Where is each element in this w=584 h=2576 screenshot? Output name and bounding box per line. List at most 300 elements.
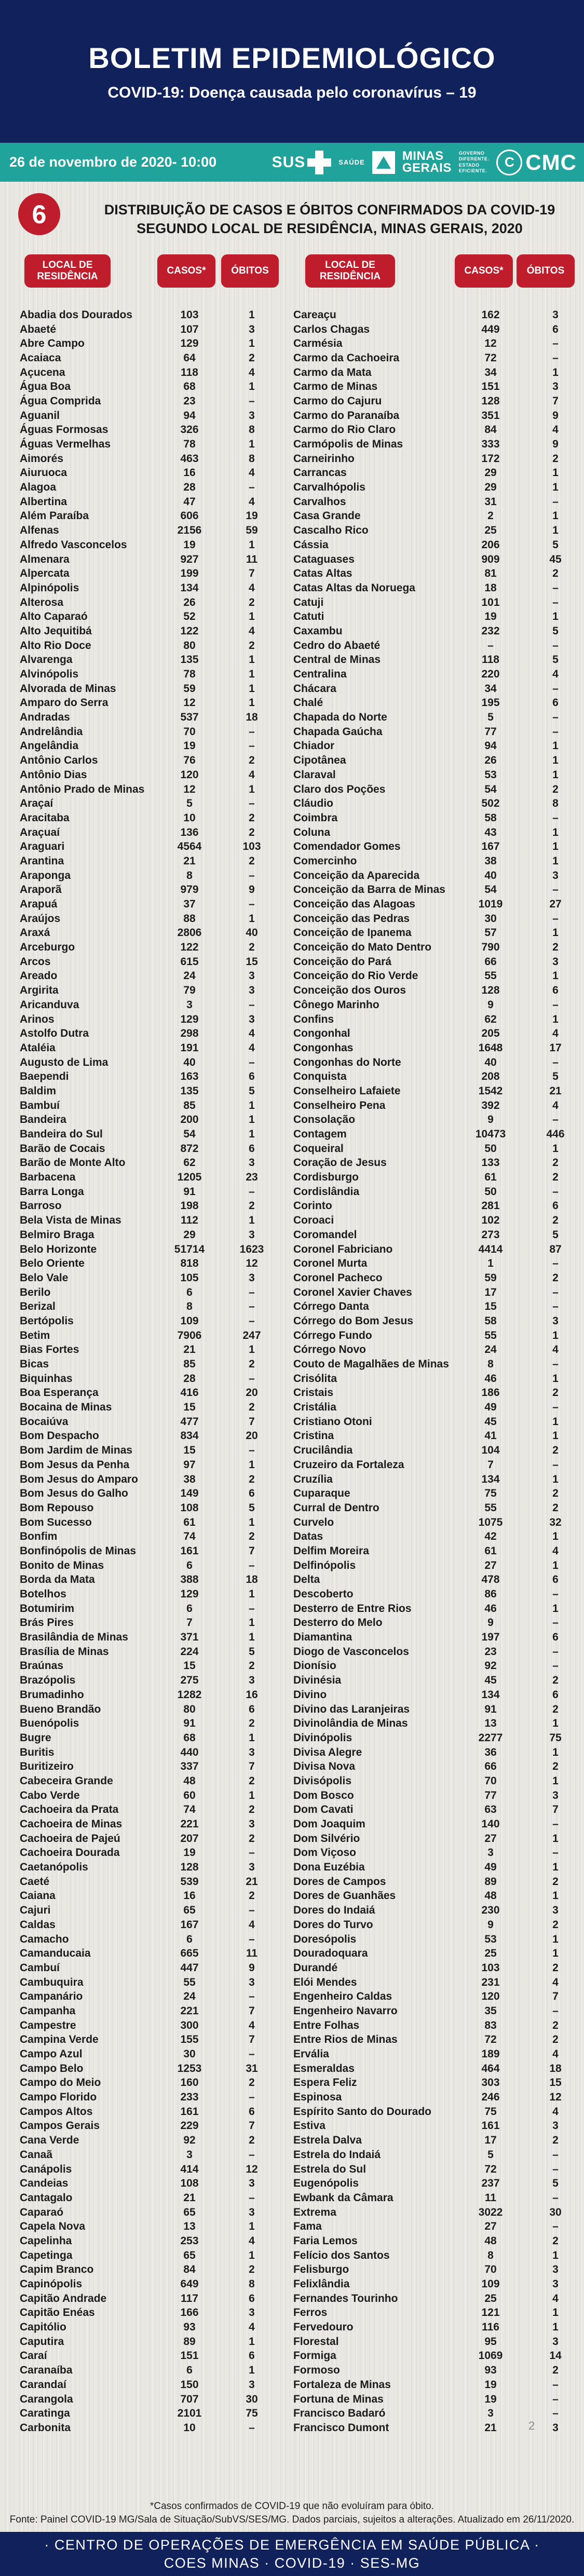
- deaths-value: –: [552, 884, 559, 896]
- deaths-value: 2: [552, 1918, 559, 1931]
- table-row: [0, 1458, 584, 1472]
- sus-logo: SUS: [272, 151, 332, 174]
- cases-value: 162: [481, 308, 500, 321]
- municipality-name: Amparo do Serra: [20, 697, 108, 709]
- municipality-name: Araçuaí: [20, 826, 60, 838]
- municipality-name: Estiva: [293, 2120, 325, 2132]
- table-row: [0, 2018, 584, 2033]
- table-row: [0, 682, 584, 696]
- deaths-value: 7: [249, 2004, 255, 2017]
- deaths-value: 2: [552, 941, 559, 954]
- table-row: [0, 1084, 584, 1099]
- municipality-name: Canaã: [20, 2148, 53, 2161]
- municipality-name: Desterro do Melo: [293, 1617, 383, 1629]
- deaths-value: 6: [552, 697, 559, 709]
- municipality-name: Buenópolis: [20, 1717, 79, 1730]
- deaths-value: 2: [249, 811, 255, 824]
- table-row: [0, 1328, 584, 1343]
- cases-value: 392: [481, 1099, 500, 1111]
- deaths-value: –: [249, 725, 255, 738]
- deaths-value: 2: [249, 1660, 255, 1672]
- cases-value: 61: [484, 1171, 497, 1184]
- deaths-value: –: [552, 2191, 559, 2204]
- municipality-name: Cordislândia: [293, 1185, 360, 1198]
- municipality-name: Capela Nova: [20, 2220, 86, 2233]
- cases-value: 160: [180, 2077, 199, 2089]
- deaths-value: –: [552, 1818, 559, 1831]
- cases-value: 224: [180, 1645, 199, 1658]
- table-row: [0, 1299, 584, 1314]
- deaths-value: 2: [552, 1961, 559, 1974]
- sus-cross-icon: [307, 151, 331, 174]
- municipality-name: Coronel Xavier Chaves: [293, 1286, 412, 1298]
- municipality-name: Delfinópolis: [293, 1559, 356, 1571]
- cases-value: 186: [481, 1387, 500, 1399]
- municipality-name: Berizal: [20, 1300, 56, 1313]
- cases-value: 606: [180, 510, 199, 522]
- deaths-value: 6: [249, 1487, 255, 1500]
- section-title: DISTRIBUIÇÃO DE CASOS E ÓBITOS CONFIRMADOS DA COVID-19 SEGUNDO LOCAL DE RESIDÊNCIA, MINAS GERAIS, 2020: [104, 202, 555, 237]
- municipality-name: Campo Azul: [20, 2048, 83, 2060]
- cases-value: 24: [484, 1344, 497, 1356]
- cases-value: 80: [183, 639, 196, 652]
- cases-value: 97: [183, 1458, 196, 1471]
- table-row: [0, 1185, 584, 1199]
- deaths-value: 1: [552, 1142, 559, 1155]
- cases-value: 109: [481, 2278, 500, 2290]
- municipality-name: Cachoeira da Prata: [20, 1804, 119, 1816]
- cases-value: 128: [180, 1861, 199, 1874]
- municipality-name: Bonito de Minas: [20, 1559, 104, 1571]
- deaths-value: –: [552, 1300, 559, 1313]
- deaths-value: 3: [552, 1789, 559, 1801]
- deaths-value: 2: [552, 2364, 559, 2377]
- cases-value: 232: [481, 625, 500, 637]
- deaths-value: 1: [249, 538, 255, 551]
- municipality-name: Carmo do Paranaíba: [293, 409, 400, 422]
- municipality-name: Fernandes Tourinho: [293, 2292, 398, 2304]
- cases-value: 43: [484, 826, 497, 838]
- deaths-value: 8: [552, 797, 559, 810]
- municipality-name: Carangola: [20, 2393, 73, 2405]
- cases-value: 58: [484, 811, 497, 824]
- municipality-name: Brasília de Minas: [20, 1645, 109, 1658]
- cases-value: 221: [180, 2004, 199, 2017]
- table-row: [0, 1989, 584, 2004]
- cases-value: 253: [180, 2234, 199, 2247]
- deaths-value: 2: [552, 1444, 559, 1457]
- municipality-name: Coronel Pacheco: [293, 1271, 383, 1284]
- page-subtitle: COVID-19: Doença causada pelo coronavírus – 19: [107, 84, 477, 101]
- deaths-value: 2: [249, 2263, 255, 2276]
- municipality-name: Aguanil: [20, 409, 60, 422]
- deaths-value: 31: [246, 2062, 258, 2075]
- municipality-name: Brumadinho: [20, 1688, 84, 1701]
- cases-value: 83: [484, 2019, 497, 2031]
- deaths-value: –: [249, 1056, 255, 1068]
- cases-value: 440: [180, 1746, 199, 1758]
- municipality-name: Fama: [293, 2220, 322, 2233]
- cases-value: 53: [484, 768, 497, 781]
- cases-value: 24: [183, 1990, 196, 2003]
- deaths-value: 3: [249, 1818, 255, 1831]
- municipality-name: Belo Oriente: [20, 1257, 85, 1270]
- cases-value: 55: [484, 970, 497, 982]
- cases-value: 221: [180, 1818, 199, 1831]
- minas-gerais-logo: MINAS GERAIS: [402, 148, 452, 175]
- municipality-name: Cláudio: [293, 797, 333, 810]
- cases-value: 28: [183, 1372, 196, 1385]
- municipality-name: Carmésia: [293, 337, 343, 350]
- cases-value: 231: [481, 1976, 500, 1988]
- deaths-value: 4: [249, 2321, 255, 2334]
- cases-value: 16: [183, 467, 196, 479]
- deaths-value: 3: [249, 970, 255, 982]
- cases-value: 15: [183, 1660, 196, 1672]
- municipality-name: Divisópolis: [293, 1774, 352, 1787]
- deaths-value: –: [249, 395, 255, 407]
- table-row: [0, 1012, 584, 1027]
- deaths-value: 8: [249, 424, 255, 436]
- municipality-name: Almenara: [20, 553, 70, 565]
- cmc-logo: C CMC: [496, 150, 577, 175]
- deaths-value: 32: [549, 1516, 562, 1528]
- cases-value: 81: [484, 567, 497, 580]
- deaths-value: –: [552, 1645, 559, 1658]
- cases-value: 117: [181, 2292, 198, 2304]
- municipality-name: Faria Lemos: [293, 2234, 358, 2247]
- table-row: [0, 2306, 584, 2321]
- municipality-name: Belo Horizonte: [20, 1243, 97, 1255]
- deaths-value: 4: [249, 495, 255, 508]
- cases-value: 79: [183, 984, 196, 997]
- cases-value: 46: [484, 1372, 497, 1385]
- municipality-name: Francisco Dumont: [293, 2421, 389, 2434]
- municipality-name: Alto Rio Doce: [20, 639, 91, 652]
- municipality-name: Aracitaba: [20, 811, 70, 824]
- municipality-name: Arcos: [20, 955, 51, 968]
- municipality-name: Araçaí: [20, 797, 53, 810]
- deaths-value: 3: [552, 2335, 559, 2348]
- cases-value: 161: [180, 2105, 199, 2118]
- deaths-value: 1: [249, 438, 255, 451]
- cases-value: 118: [482, 654, 499, 666]
- cases-value: 233: [180, 2091, 199, 2104]
- deaths-value: 1: [249, 1789, 255, 1801]
- deaths-value: 3: [249, 323, 255, 335]
- cases-value: 326: [180, 424, 199, 436]
- municipality-name: Barroso: [20, 1200, 62, 1212]
- cases-value: 94: [183, 409, 196, 422]
- cases-value: 120: [481, 1990, 500, 2003]
- column-header-casos-left: CASOS*: [157, 254, 215, 288]
- deaths-value: –: [249, 797, 255, 810]
- table-row: [0, 523, 584, 538]
- municipality-name: Carmo da Cachoeira: [293, 351, 400, 364]
- deaths-value: 1: [552, 768, 559, 781]
- header: [0, 0, 584, 143]
- municipality-name: Caeté: [20, 1875, 50, 1888]
- municipality-name: Córrego Novo: [293, 1344, 366, 1356]
- cases-value: 2101: [177, 2407, 202, 2420]
- municipality-name: Comercinho: [293, 855, 357, 867]
- table-row: [0, 1860, 584, 1875]
- table-row: [0, 2176, 584, 2191]
- deaths-value: 1: [249, 1344, 255, 1356]
- table-row: [0, 1630, 584, 1645]
- municipality-name: Arantina: [20, 855, 64, 867]
- municipality-name: Cachoeira de Minas: [20, 1818, 123, 1831]
- cases-value: 116: [482, 2321, 499, 2334]
- table-row: [0, 2219, 584, 2234]
- deaths-value: 6: [249, 2350, 255, 2362]
- cases-value: 172: [481, 452, 500, 465]
- cases-value: 4414: [478, 1243, 503, 1255]
- cases-value: 19: [484, 611, 497, 623]
- deaths-value: 1: [249, 2364, 255, 2377]
- municipality-name: Cedro do Abaeté: [293, 639, 381, 652]
- cases-value: 109: [180, 1314, 199, 1327]
- municipality-name: Bela Vista de Minas: [20, 1214, 121, 1227]
- table-row: [0, 1875, 584, 1889]
- deaths-value: 3: [249, 1861, 255, 1874]
- cases-value: 128: [481, 984, 500, 997]
- municipality-name: Bonfim: [20, 1530, 58, 1543]
- deaths-value: 2: [249, 639, 255, 652]
- table-row: [0, 1343, 584, 1358]
- report-datetime: 26 de novembro de 2020- 10:00: [9, 154, 217, 170]
- cases-value: 3: [186, 998, 193, 1011]
- deaths-value: 6: [249, 1070, 255, 1083]
- municipality-name: Bom Jesus da Penha: [20, 1458, 130, 1471]
- deaths-value: 7: [249, 2033, 255, 2046]
- deaths-value: –: [552, 711, 559, 724]
- municipality-name: Carmópolis de Minas: [293, 438, 403, 451]
- table-row: [0, 624, 584, 639]
- municipality-name: Braúnas: [20, 1660, 64, 1672]
- municipality-name: Além Paraíba: [20, 510, 89, 522]
- municipality-name: Careaçu: [293, 308, 336, 321]
- table-row: [0, 1803, 584, 1818]
- cases-value: 649: [180, 2278, 199, 2290]
- municipality-name: Chiador: [293, 740, 335, 752]
- municipality-name: Carvalhos: [293, 495, 346, 508]
- cases-value: 351: [481, 409, 500, 422]
- municipality-name: Berilo: [20, 1286, 51, 1298]
- cases-value: 103: [481, 1961, 500, 1974]
- municipality-name: Botumirim: [20, 1602, 74, 1615]
- deaths-value: 5: [249, 1501, 255, 1514]
- deaths-value: 1: [249, 1516, 255, 1528]
- deaths-value: –: [552, 1257, 559, 1270]
- cases-value: 10473: [475, 1128, 506, 1141]
- municipality-name: Barão de Monte Alto: [20, 1157, 126, 1169]
- municipality-name: Aimorés: [20, 452, 64, 465]
- municipality-name: Brás Pires: [20, 1617, 74, 1629]
- deaths-value: 2: [552, 567, 559, 580]
- municipality-name: Durandé: [293, 1961, 338, 1974]
- table-row: [0, 1415, 584, 1429]
- deaths-value: –: [249, 481, 255, 494]
- cases-value: 78: [183, 438, 196, 451]
- municipality-name: Francisco Badaró: [293, 2407, 386, 2420]
- cases-value: 3022: [478, 2206, 503, 2218]
- table-row: [0, 1113, 584, 1128]
- table-row: [0, 955, 584, 969]
- table-row: [0, 1529, 584, 1544]
- deaths-value: 75: [549, 1731, 562, 1744]
- table-row: [0, 1228, 584, 1242]
- footer-line-1: · CENTRO DE OPERAÇÕES DE EMERGÊNCIA EM SAÚDE PÚBLICA ·: [44, 2537, 540, 2553]
- deaths-value: 1: [552, 754, 559, 767]
- deaths-value: 9: [249, 1961, 255, 1974]
- table-row: [0, 1544, 584, 1558]
- cases-value: 41: [484, 1430, 497, 1442]
- deaths-value: 2: [552, 783, 559, 795]
- deaths-value: 4: [552, 1027, 559, 1040]
- deaths-value: 4: [552, 2048, 559, 2060]
- municipality-name: Douradoquara: [293, 1947, 368, 1960]
- deaths-value: 2: [552, 1703, 559, 1715]
- deaths-value: 3: [249, 1746, 255, 1758]
- municipality-name: Buritis: [20, 1746, 55, 1758]
- cases-value: 48: [183, 1774, 196, 1787]
- municipality-name: Ataléia: [20, 1041, 56, 1054]
- municipality-name: Argirita: [20, 984, 59, 997]
- cases-value: 5: [487, 2148, 494, 2161]
- municipality-name: Águas Formosas: [20, 424, 108, 436]
- municipality-name: Belmiro Braga: [20, 1228, 94, 1241]
- municipality-name: Bambuí: [20, 1099, 60, 1111]
- cases-value: 300: [180, 2019, 199, 2031]
- cases-value: 55: [484, 1501, 497, 1514]
- deaths-value: 2: [249, 1401, 255, 1414]
- table-row: [0, 969, 584, 984]
- deaths-value: 3: [552, 1904, 559, 1917]
- municipality-name: Águas Vermelhas: [20, 438, 111, 451]
- table-row: [0, 2263, 584, 2277]
- municipality-name: Felisburgo: [293, 2263, 349, 2276]
- cases-value: 52: [183, 611, 196, 623]
- deaths-value: 1: [552, 1861, 559, 1874]
- cases-value: 46: [484, 1602, 497, 1615]
- table-row: [0, 552, 584, 567]
- municipality-name: Alpinópolis: [20, 581, 79, 594]
- deaths-value: 3: [552, 2421, 559, 2434]
- deaths-value: –: [552, 1458, 559, 1471]
- municipality-name: Bom Jardim de Minas: [20, 1444, 133, 1457]
- cases-value: 463: [180, 452, 199, 465]
- cases-value: 86: [484, 1588, 497, 1601]
- cases-value: 104: [481, 1444, 500, 1457]
- cases-value: 303: [481, 2077, 500, 2089]
- deaths-value: 2: [552, 2033, 559, 2046]
- cases-value: 29: [484, 467, 497, 479]
- municipality-name: Carbonita: [20, 2421, 71, 2434]
- municipality-name: Congonhas: [293, 1041, 354, 1054]
- deaths-value: 3: [249, 984, 255, 997]
- table-row: [0, 409, 584, 423]
- cases-value: 1019: [478, 898, 503, 911]
- table-row: [0, 1443, 584, 1458]
- deaths-value: –: [552, 2378, 559, 2391]
- deaths-value: 1: [249, 1617, 255, 1629]
- deaths-value: 1: [552, 740, 559, 752]
- deaths-value: 1: [552, 1530, 559, 1543]
- table-row: [0, 466, 584, 481]
- table-row: [0, 1659, 584, 1674]
- cases-value: 49: [484, 1401, 497, 1414]
- table-row: [0, 2133, 584, 2148]
- table-row: [0, 1645, 584, 1659]
- table-row: [0, 566, 584, 581]
- cases-value: 140: [481, 1818, 500, 1831]
- cases-value: 3: [487, 1847, 494, 1859]
- cases-value: 88: [183, 912, 196, 925]
- municipality-name: Cordisburgo: [293, 1171, 359, 1184]
- cases-value: 478: [481, 1574, 500, 1586]
- cases-value: 477: [180, 1415, 199, 1428]
- municipality-name: Dom Silvério: [293, 1832, 360, 1845]
- cases-value: 54: [484, 783, 497, 795]
- table-row: [0, 1602, 584, 1616]
- cases-value: 707: [180, 2393, 199, 2405]
- municipality-name: Diamantina: [293, 1631, 352, 1644]
- municipality-name: Bom Despacho: [20, 1430, 99, 1442]
- cases-value: 205: [481, 1027, 500, 1040]
- deaths-value: 6: [552, 323, 559, 335]
- cases-value: 872: [180, 1142, 199, 1155]
- deaths-value: 7: [249, 2120, 255, 2132]
- table-row: [0, 753, 584, 768]
- cases-value: 93: [484, 2364, 497, 2377]
- cases-value: 27: [484, 1559, 497, 1571]
- municipality-name: Albertina: [20, 495, 67, 508]
- cases-value: 74: [183, 1530, 196, 1543]
- table-row: [0, 2162, 584, 2177]
- cases-value: 206: [481, 538, 500, 551]
- cases-value: 26: [484, 754, 497, 767]
- cases-value: 818: [180, 1257, 199, 1270]
- deaths-value: –: [552, 2407, 559, 2420]
- deaths-value: 3: [249, 1271, 255, 1284]
- municipality-name: Alto Caparaó: [20, 611, 88, 623]
- cases-value: 9: [487, 1617, 494, 1629]
- cases-value: 77: [484, 725, 497, 738]
- table-row: [0, 1357, 584, 1372]
- deaths-value: 2: [552, 452, 559, 465]
- deaths-value: –: [552, 495, 559, 508]
- deaths-value: 2: [552, 1387, 559, 1399]
- municipality-name: Cataguases: [293, 553, 355, 565]
- deaths-value: –: [552, 1114, 559, 1126]
- deaths-value: 4: [249, 1041, 255, 1054]
- municipality-name: Divino das Laranjeiras: [293, 1703, 410, 1715]
- cases-value: 61: [484, 1544, 497, 1557]
- cases-value: 75: [484, 1487, 497, 1500]
- cases-value: 75: [484, 2105, 497, 2118]
- cases-value: 4564: [177, 840, 202, 853]
- logo-strip: [272, 150, 584, 175]
- table-row: [0, 2090, 584, 2105]
- table-row: [0, 696, 584, 711]
- cases-value: 1542: [478, 1084, 503, 1097]
- deaths-value: –: [249, 1847, 255, 1859]
- cases-value: 118: [181, 366, 198, 378]
- cases-value: 62: [183, 1157, 196, 1169]
- deaths-value: 247: [242, 1329, 261, 1341]
- deaths-value: –: [552, 581, 559, 594]
